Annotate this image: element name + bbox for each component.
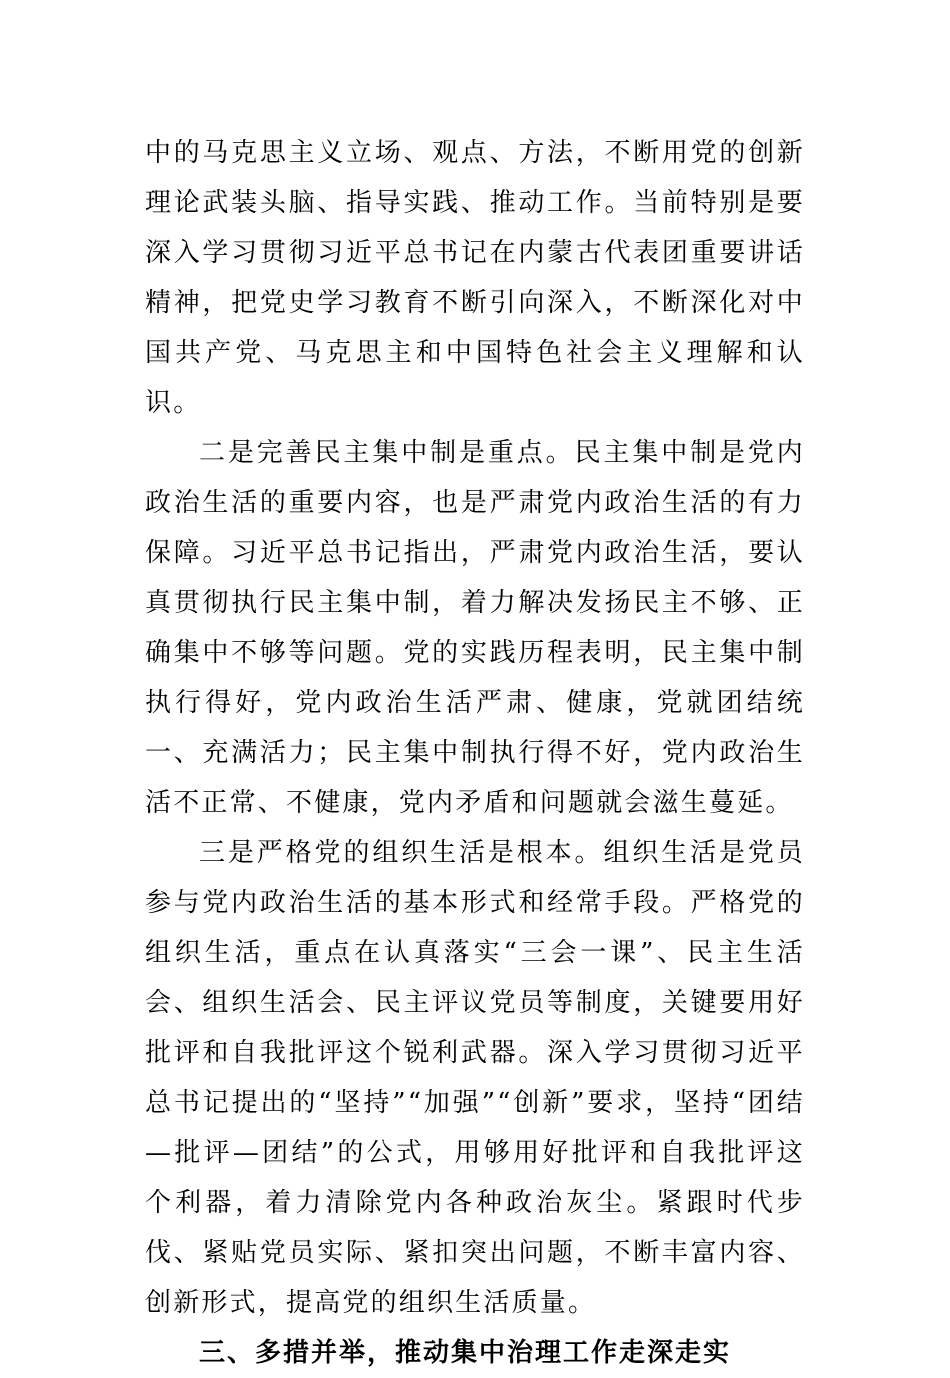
paragraph-democratic-centralism bbox=[145, 428, 805, 828]
paragraph-lead: 二是完善民主集中制是重点。 bbox=[199, 438, 575, 468]
paragraph-text: 中的马克思主义立场、观点、方法，不断用党的创新理论武装头脑、指导实践、推动工作。当前特别是要深入学习贯彻习近平总书记在内蒙古代表团重要讲话精神，把党史学习教育不断引向深入，不断深化对中国共产党、马克思主和中国特色社会主义理解和认识。 bbox=[145, 138, 805, 418]
paragraph-text: 民主集中制是党内政治生活的重要内容，也是严肃党内政治生活的有力保障。习近平总书记指出，严肃党内政治生活，要认真贯彻执行民主集中制，着力解决发扬民主不够、正确集中不够等问题。党的实践历程表明，民主集中制执行得好，党内政治生活严肃、健康，党就团结统一、充满活力；民主集中制执行得不好，党内政治生活不正常、不健康，党内矛盾和问题就会滋生蔓延。 bbox=[145, 438, 805, 818]
paragraph-continuation bbox=[145, 128, 805, 428]
document-body bbox=[145, 128, 805, 1378]
paragraph-text: 组织生活是党员参与党内政治生活的基本形式和经常手段。严格党的组织生活，重点在认真落实“三会一课”、民主生活会、组织生活会、民主评议党员等制度，关键要用好批评和自我批评这个锐利武器。深入学习贯彻习近平总书记提出的“坚持”“加强”“创新”要求，坚持“团结—批评—团结”的公式，用够用好批评和自我批评这个利器，着力清除党内各种政治灰尘。紧跟时代步伐、紧贴党员实际、紧扣突出问题，不断丰富内容、创新形式，提高党的组织生活质量。 bbox=[145, 838, 805, 1318]
paragraph-organizational-life bbox=[145, 828, 805, 1328]
paragraph-lead: 三是严格党的组织生活是根本。 bbox=[199, 838, 604, 868]
section-heading: 三、多措并举，推动集中治理工作走深走实 bbox=[199, 1338, 732, 1368]
